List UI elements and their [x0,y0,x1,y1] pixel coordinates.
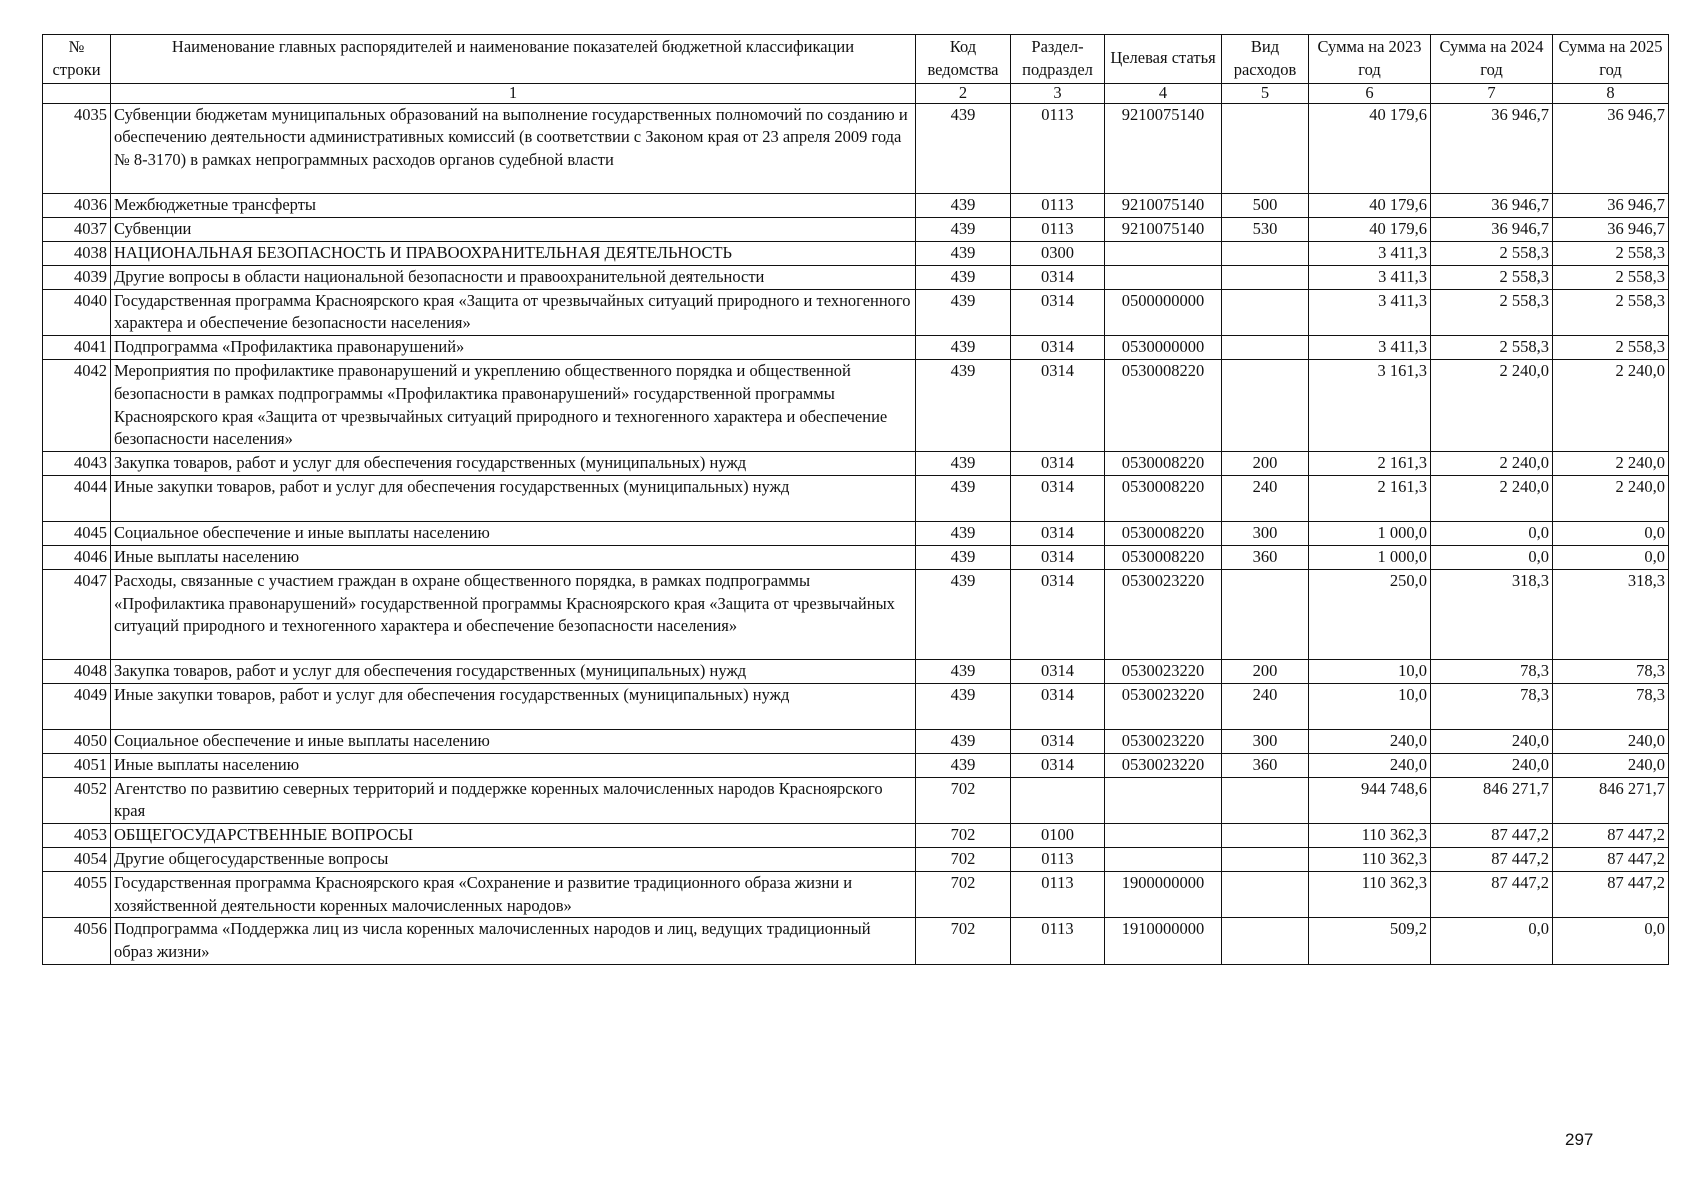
header-row-number: № строки [43,35,111,84]
page-number: 297 [1565,1130,1594,1149]
expense-type-cell: 500 [1222,193,1309,217]
target-item-cell: 0530023220 [1105,683,1222,729]
row-number-cell: 4038 [43,241,111,265]
expense-type-cell [1222,241,1309,265]
department-code-cell: 439 [916,241,1011,265]
target-item-cell: 9210075140 [1105,193,1222,217]
target-item-cell: 0530023220 [1105,569,1222,659]
row-number-cell: 4041 [43,336,111,360]
header-sum-2023: Сумма на 2023 год [1309,35,1431,84]
section-cell: 0314 [1011,336,1105,360]
table-row [43,336,1669,360]
target-item-cell [1105,848,1222,872]
sum-2025-cell: 36 946,7 [1553,103,1669,193]
table-row [43,777,1669,824]
column-number: 7 [1431,83,1553,103]
table-row [43,546,1669,570]
section-cell: 0113 [1011,103,1105,193]
section-cell: 0314 [1011,452,1105,476]
department-code-cell: 439 [916,753,1011,777]
expense-type-cell: 300 [1222,522,1309,546]
target-item-cell: 0500000000 [1105,289,1222,336]
sum-2025-cell: 0,0 [1553,546,1669,570]
sum-2023-cell: 10,0 [1309,659,1431,683]
header-department-code: Код ведомства [916,35,1011,84]
section-cell: 0314 [1011,265,1105,289]
sum-2025-cell: 240,0 [1553,753,1669,777]
sum-2023-cell: 944 748,6 [1309,777,1431,824]
row-name-cell: Другие вопросы в области национальной безопасности и правоохранительной деятельности [111,265,916,289]
row-number-cell: 4043 [43,452,111,476]
section-cell: 0113 [1011,848,1105,872]
expense-type-cell: 200 [1222,659,1309,683]
department-code-cell: 439 [916,103,1011,193]
sum-2024-cell: 36 946,7 [1431,193,1553,217]
sum-2025-cell: 87 447,2 [1553,824,1669,848]
department-code-cell: 439 [916,522,1011,546]
sum-2023-cell: 3 411,3 [1309,289,1431,336]
target-item-cell: 0530008220 [1105,360,1222,452]
table-row [43,848,1669,872]
section-cell: 0113 [1011,871,1105,918]
sum-2024-cell: 78,3 [1431,659,1553,683]
department-code-cell: 439 [916,546,1011,570]
target-item-cell: 0530008220 [1105,546,1222,570]
sum-2025-cell: 2 558,3 [1553,289,1669,336]
sum-2023-cell: 2 161,3 [1309,476,1431,522]
sum-2024-cell: 2 240,0 [1431,476,1553,522]
target-item-cell: 0530008220 [1105,452,1222,476]
row-number-cell: 4042 [43,360,111,452]
budget-table [42,34,1669,965]
sum-2024-cell: 87 447,2 [1431,848,1553,872]
target-item-cell: 0530023220 [1105,753,1222,777]
sum-2023-cell: 240,0 [1309,753,1431,777]
row-number-cell: 4046 [43,546,111,570]
header-name: Наименование главных распорядителей и наименование показателей бюджетной классификации [111,35,916,84]
table-row [43,871,1669,918]
sum-2024-cell: 0,0 [1431,522,1553,546]
table-row [43,241,1669,265]
table-row [43,659,1669,683]
expense-type-cell: 240 [1222,683,1309,729]
row-number-cell: 4035 [43,103,111,193]
sum-2025-cell: 2 240,0 [1553,476,1669,522]
sum-2025-cell: 0,0 [1553,522,1669,546]
section-cell: 0314 [1011,476,1105,522]
section-cell: 0314 [1011,360,1105,452]
row-name-cell: Субвенции [111,217,916,241]
expense-type-cell [1222,918,1309,965]
expense-type-cell [1222,871,1309,918]
sum-2025-cell: 87 447,2 [1553,871,1669,918]
sum-2025-cell: 2 240,0 [1553,360,1669,452]
department-code-cell: 439 [916,659,1011,683]
row-name-cell: ОБЩЕГОСУДАРСТВЕННЫЕ ВОПРОСЫ [111,824,916,848]
column-number: 6 [1309,83,1431,103]
table-row [43,753,1669,777]
target-item-cell: 0530023220 [1105,729,1222,753]
sum-2025-cell: 846 271,7 [1553,777,1669,824]
table-row [43,476,1669,522]
sum-2025-cell: 2 558,3 [1553,265,1669,289]
department-code-cell: 702 [916,824,1011,848]
row-name-cell: Мероприятия по профилактике правонарушений и укреплению общественного порядка и общественной безопасности в рамках подпрограммы «Профилактика правонарушений» государственной программы Красноярского края «Защита от чрезвычайных ситуаций природного и техногенного характера и обеспечение безопасности населения» [111,360,916,452]
column-number: 5 [1222,83,1309,103]
department-code-cell: 439 [916,217,1011,241]
sum-2024-cell: 2 558,3 [1431,336,1553,360]
expense-type-cell: 360 [1222,753,1309,777]
column-number: 4 [1105,83,1222,103]
row-name-cell: Иные выплаты населению [111,546,916,570]
department-code-cell: 439 [916,569,1011,659]
table-row [43,452,1669,476]
row-name-cell: Иные закупки товаров, работ и услуг для обеспечения государственных (муниципальных) нужд [111,683,916,729]
expense-type-cell [1222,360,1309,452]
row-number-cell: 4052 [43,777,111,824]
column-number: 8 [1553,83,1669,103]
target-item-cell: 9210075140 [1105,217,1222,241]
target-item-cell [1105,777,1222,824]
section-cell: 0314 [1011,522,1105,546]
expense-type-cell [1222,265,1309,289]
row-name-cell: Расходы, связанные с участием граждан в охране общественного порядка, в рамках подпрограммы «Профилактика правонарушений» государственной программы Красноярского края «Защита от чрезвычайных ситуаций природного и техногенного характера и обеспечение безопасности населения» [111,569,916,659]
section-cell: 0314 [1011,569,1105,659]
target-item-cell: 0530023220 [1105,659,1222,683]
sum-2023-cell: 250,0 [1309,569,1431,659]
table-row [43,360,1669,452]
sum-2023-cell: 40 179,6 [1309,217,1431,241]
row-name-cell: Агентство по развитию северных территорий и поддержке коренных малочисленных народов Красноярского края [111,777,916,824]
row-number-cell: 4047 [43,569,111,659]
sum-2024-cell: 87 447,2 [1431,824,1553,848]
row-number-cell: 4049 [43,683,111,729]
section-cell [1011,777,1105,824]
row-number-cell: 4048 [43,659,111,683]
table-row [43,918,1669,965]
department-code-cell: 439 [916,476,1011,522]
table-row [43,193,1669,217]
sum-2025-cell: 2 240,0 [1553,452,1669,476]
sum-2024-cell: 2 558,3 [1431,289,1553,336]
column-number: 1 [111,83,916,103]
sum-2025-cell: 87 447,2 [1553,848,1669,872]
target-item-cell [1105,265,1222,289]
row-name-cell: Иные выплаты населению [111,753,916,777]
sum-2024-cell: 2 240,0 [1431,360,1553,452]
table-row [43,522,1669,546]
department-code-cell: 439 [916,683,1011,729]
sum-2025-cell: 36 946,7 [1553,193,1669,217]
target-item-cell: 1900000000 [1105,871,1222,918]
expense-type-cell [1222,848,1309,872]
expense-type-cell: 530 [1222,217,1309,241]
section-cell: 0100 [1011,824,1105,848]
sum-2024-cell: 846 271,7 [1431,777,1553,824]
section-cell: 0314 [1011,546,1105,570]
expense-type-cell [1222,103,1309,193]
expense-type-cell [1222,289,1309,336]
department-code-cell: 439 [916,193,1011,217]
target-item-cell: 0530008220 [1105,522,1222,546]
section-cell: 0314 [1011,683,1105,729]
expense-type-cell: 360 [1222,546,1309,570]
target-item-cell: 1910000000 [1105,918,1222,965]
row-name-cell: Подпрограмма «Поддержка лиц из числа коренных малочисленных народов и лиц, ведущих традиционный образ жизни» [111,918,916,965]
target-item-cell [1105,241,1222,265]
sum-2023-cell: 10,0 [1309,683,1431,729]
sum-2023-cell: 40 179,6 [1309,193,1431,217]
expense-type-cell: 240 [1222,476,1309,522]
sum-2023-cell: 110 362,3 [1309,871,1431,918]
sum-2023-cell: 1 000,0 [1309,522,1431,546]
row-name-cell: НАЦИОНАЛЬНАЯ БЕЗОПАСНОСТЬ И ПРАВООХРАНИТЕЛЬНАЯ ДЕЯТЕЛЬНОСТЬ [111,241,916,265]
row-name-cell: Государственная программа Красноярского края «Сохранение и развитие традиционного образа жизни и хозяйственной деятельности коренных малочисленных народов» [111,871,916,918]
section-cell: 0314 [1011,753,1105,777]
expense-type-cell: 300 [1222,729,1309,753]
table-row [43,683,1669,729]
table-row [43,729,1669,753]
table-header [43,35,1669,104]
row-name-cell: Государственная программа Красноярского края «Защита от чрезвычайных ситуаций природного и техногенного характера и обеспечение безопасности населения» [111,289,916,336]
sum-2024-cell: 240,0 [1431,753,1553,777]
department-code-cell: 439 [916,452,1011,476]
column-number: 2 [916,83,1011,103]
table-row [43,103,1669,193]
row-number-cell: 4051 [43,753,111,777]
header-section: Раздел-подраздел [1011,35,1105,84]
row-number-cell: 4050 [43,729,111,753]
sum-2025-cell: 2 558,3 [1553,241,1669,265]
row-number-cell: 4036 [43,193,111,217]
row-name-cell: Социальное обеспечение и иные выплаты населению [111,729,916,753]
section-cell: 0113 [1011,193,1105,217]
sum-2023-cell: 110 362,3 [1309,848,1431,872]
table-row [43,289,1669,336]
section-cell: 0314 [1011,289,1105,336]
target-item-cell [1105,824,1222,848]
header-sum-2024: Сумма на 2024 год [1431,35,1553,84]
section-cell: 0300 [1011,241,1105,265]
sum-2023-cell: 240,0 [1309,729,1431,753]
sum-2024-cell: 0,0 [1431,918,1553,965]
table-body [43,103,1669,964]
row-name-cell: Закупка товаров, работ и услуг для обеспечения государственных (муниципальных) нужд [111,659,916,683]
target-item-cell: 0530008220 [1105,476,1222,522]
department-code-cell: 702 [916,848,1011,872]
sum-2024-cell: 36 946,7 [1431,217,1553,241]
row-number-cell: 4040 [43,289,111,336]
sum-2023-cell: 2 161,3 [1309,452,1431,476]
row-number-cell: 4055 [43,871,111,918]
row-name-cell: Закупка товаров, работ и услуг для обеспечения государственных (муниципальных) нужд [111,452,916,476]
sum-2025-cell: 78,3 [1553,659,1669,683]
table-row [43,217,1669,241]
row-name-cell: Субвенции бюджетам муниципальных образований на выполнение государственных полномочий по созданию и обеспечению деятельности административных комиссий (в соответствии с Законом края от 23 апреля 2009 года № 8-3170) в рамках непрограммных расходов органов судебной власти [111,103,916,193]
row-number-cell: 4044 [43,476,111,522]
section-cell: 0314 [1011,659,1105,683]
expense-type-cell [1222,777,1309,824]
sum-2024-cell: 318,3 [1431,569,1553,659]
table-row [43,265,1669,289]
sum-2023-cell: 3 411,3 [1309,265,1431,289]
sum-2024-cell: 2 240,0 [1431,452,1553,476]
target-item-cell: 9210075140 [1105,103,1222,193]
row-number-cell: 4039 [43,265,111,289]
sum-2023-cell: 509,2 [1309,918,1431,965]
section-cell: 0113 [1011,217,1105,241]
table-row [43,569,1669,659]
section-cell: 0314 [1011,729,1105,753]
sum-2025-cell: 318,3 [1553,569,1669,659]
sum-2025-cell: 36 946,7 [1553,217,1669,241]
department-code-cell: 439 [916,360,1011,452]
sum-2024-cell: 240,0 [1431,729,1553,753]
sum-2024-cell: 36 946,7 [1431,103,1553,193]
sum-2023-cell: 40 179,6 [1309,103,1431,193]
header-expense-type: Вид расходов [1222,35,1309,84]
row-name-cell: Иные закупки товаров, работ и услуг для обеспечения государственных (муниципальных) нужд [111,476,916,522]
department-code-cell: 439 [916,265,1011,289]
expense-type-cell [1222,569,1309,659]
department-code-cell: 702 [916,777,1011,824]
sum-2023-cell: 3 161,3 [1309,360,1431,452]
sum-2023-cell: 3 411,3 [1309,336,1431,360]
department-code-cell: 439 [916,729,1011,753]
row-name-cell: Подпрограмма «Профилактика правонарушений» [111,336,916,360]
sum-2024-cell: 2 558,3 [1431,241,1553,265]
sum-2024-cell: 87 447,2 [1431,871,1553,918]
department-code-cell: 702 [916,871,1011,918]
sum-2025-cell: 0,0 [1553,918,1669,965]
header-row [43,35,1669,84]
sum-2023-cell: 110 362,3 [1309,824,1431,848]
department-code-cell: 439 [916,289,1011,336]
sum-2024-cell: 78,3 [1431,683,1553,729]
section-cell: 0113 [1011,918,1105,965]
row-name-cell: Межбюджетные трансферты [111,193,916,217]
row-name-cell: Социальное обеспечение и иные выплаты населению [111,522,916,546]
row-number-cell: 4045 [43,522,111,546]
expense-type-cell [1222,336,1309,360]
department-code-cell: 439 [916,336,1011,360]
department-code-cell: 702 [916,918,1011,965]
column-number: 3 [1011,83,1105,103]
row-number-cell: 4053 [43,824,111,848]
column-number-row [43,83,1669,103]
expense-type-cell: 200 [1222,452,1309,476]
table-row [43,824,1669,848]
sum-2023-cell: 3 411,3 [1309,241,1431,265]
row-number-cell: 4054 [43,848,111,872]
row-name-cell: Другие общегосударственные вопросы [111,848,916,872]
expense-type-cell [1222,824,1309,848]
sum-2025-cell: 78,3 [1553,683,1669,729]
column-number-empty [43,83,111,103]
sum-2025-cell: 2 558,3 [1553,336,1669,360]
target-item-cell: 0530000000 [1105,336,1222,360]
sum-2023-cell: 1 000,0 [1309,546,1431,570]
header-sum-2025: Сумма на 2025 год [1553,35,1669,84]
header-target-item: Целевая статья [1105,35,1222,84]
sum-2025-cell: 240,0 [1553,729,1669,753]
row-number-cell: 4056 [43,918,111,965]
sum-2024-cell: 0,0 [1431,546,1553,570]
row-number-cell: 4037 [43,217,111,241]
sum-2024-cell: 2 558,3 [1431,265,1553,289]
